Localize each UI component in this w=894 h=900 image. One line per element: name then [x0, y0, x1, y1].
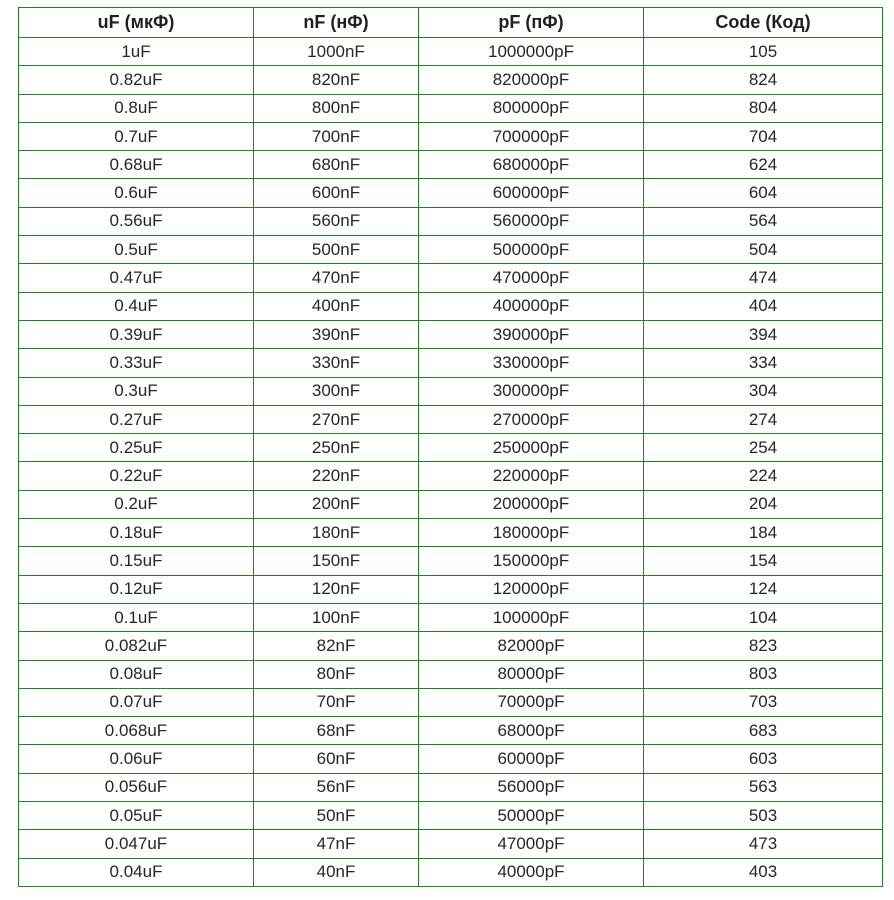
cell-pf: 560000pF [419, 207, 644, 235]
table-row [19, 547, 883, 575]
cell-uf: 0.12uF [19, 575, 254, 603]
table-row [19, 66, 883, 94]
cell-code: 404 [644, 292, 883, 320]
cell-uf: 0.1uF [19, 603, 254, 631]
table-row [19, 660, 883, 688]
table-row [19, 632, 883, 660]
cell-pf: 120000pF [419, 575, 644, 603]
cell-uf: 0.47uF [19, 264, 254, 292]
table-row [19, 434, 883, 462]
cell-nf: 700nF [254, 122, 419, 150]
cell-pf: 390000pF [419, 320, 644, 348]
cell-pf: 220000pF [419, 462, 644, 490]
table-row [19, 264, 883, 292]
cell-code: 503 [644, 802, 883, 830]
cell-nf: 200nF [254, 490, 419, 518]
cell-nf: 250nF [254, 434, 419, 462]
cell-nf: 56nF [254, 773, 419, 801]
cell-uf: 0.6uF [19, 179, 254, 207]
cell-uf: 0.8uF [19, 94, 254, 122]
table-row [19, 717, 883, 745]
cell-pf: 1000000pF [419, 38, 644, 66]
cell-code: 304 [644, 377, 883, 405]
cell-pf: 150000pF [419, 547, 644, 575]
cell-uf: 0.047uF [19, 830, 254, 858]
cell-pf: 100000pF [419, 603, 644, 631]
cell-pf: 180000pF [419, 519, 644, 547]
cell-uf: 0.18uF [19, 519, 254, 547]
cell-pf: 250000pF [419, 434, 644, 462]
cell-code: 473 [644, 830, 883, 858]
table-row [19, 462, 883, 490]
table-row [19, 575, 883, 603]
cell-pf: 680000pF [419, 151, 644, 179]
cell-uf: 0.07uF [19, 688, 254, 716]
cell-code: 624 [644, 151, 883, 179]
cell-code: 254 [644, 434, 883, 462]
cell-code: 204 [644, 490, 883, 518]
table-row [19, 349, 883, 377]
cell-uf: 0.2uF [19, 490, 254, 518]
cell-nf: 120nF [254, 575, 419, 603]
cell-pf: 80000pF [419, 660, 644, 688]
cell-nf: 70nF [254, 688, 419, 716]
table-row [19, 830, 883, 858]
table-row [19, 603, 883, 631]
cell-nf: 820nF [254, 66, 419, 94]
cell-uf: 0.06uF [19, 745, 254, 773]
cell-uf: 0.5uF [19, 236, 254, 264]
cell-code: 603 [644, 745, 883, 773]
cell-pf: 470000pF [419, 264, 644, 292]
table-row [19, 292, 883, 320]
table-row [19, 802, 883, 830]
cell-nf: 180nF [254, 519, 419, 547]
cell-code: 224 [644, 462, 883, 490]
table-row [19, 179, 883, 207]
cell-pf: 60000pF [419, 745, 644, 773]
cell-nf: 680nF [254, 151, 419, 179]
header-pf: pF (пФ) [419, 8, 644, 38]
cell-pf: 820000pF [419, 66, 644, 94]
table-row [19, 745, 883, 773]
cell-uf: 0.15uF [19, 547, 254, 575]
cell-pf: 270000pF [419, 405, 644, 433]
cell-code: 104 [644, 603, 883, 631]
cell-uf: 0.33uF [19, 349, 254, 377]
cell-nf: 68nF [254, 717, 419, 745]
cell-pf: 56000pF [419, 773, 644, 801]
cell-uf: 0.4uF [19, 292, 254, 320]
cell-pf: 200000pF [419, 490, 644, 518]
cell-uf: 0.27uF [19, 405, 254, 433]
cell-uf: 0.25uF [19, 434, 254, 462]
table-row [19, 236, 883, 264]
cell-uf: 0.056uF [19, 773, 254, 801]
cell-pf: 300000pF [419, 377, 644, 405]
cell-code: 703 [644, 688, 883, 716]
cell-nf: 82nF [254, 632, 419, 660]
cell-nf: 330nF [254, 349, 419, 377]
cell-uf: 0.68uF [19, 151, 254, 179]
cell-nf: 1000nF [254, 38, 419, 66]
cell-code: 334 [644, 349, 883, 377]
cell-pf: 50000pF [419, 802, 644, 830]
cell-nf: 40nF [254, 858, 419, 886]
cell-uf: 0.04uF [19, 858, 254, 886]
table-row [19, 405, 883, 433]
cell-nf: 400nF [254, 292, 419, 320]
cell-uf: 0.39uF [19, 320, 254, 348]
cell-code: 105 [644, 38, 883, 66]
cell-nf: 47nF [254, 830, 419, 858]
cell-uf: 0.7uF [19, 122, 254, 150]
cell-uf: 0.082uF [19, 632, 254, 660]
table-row [19, 207, 883, 235]
cell-uf: 0.05uF [19, 802, 254, 830]
cell-code: 704 [644, 122, 883, 150]
header-uf: uF (мкФ) [19, 8, 254, 38]
cell-pf: 500000pF [419, 236, 644, 264]
cell-code: 274 [644, 405, 883, 433]
table-row [19, 490, 883, 518]
cell-pf: 70000pF [419, 688, 644, 716]
cell-uf: 0.22uF [19, 462, 254, 490]
cell-nf: 50nF [254, 802, 419, 830]
header-code: Code (Код) [644, 8, 883, 38]
cell-code: 604 [644, 179, 883, 207]
table-row [19, 38, 883, 66]
table-row [19, 858, 883, 886]
cell-pf: 40000pF [419, 858, 644, 886]
cell-nf: 800nF [254, 94, 419, 122]
table-row [19, 151, 883, 179]
cell-code: 803 [644, 660, 883, 688]
table-body [19, 38, 883, 887]
cell-code: 823 [644, 632, 883, 660]
header-nf: nF (нФ) [254, 8, 419, 38]
cell-nf: 220nF [254, 462, 419, 490]
capacitor-code-table-container [18, 7, 883, 887]
cell-nf: 470nF [254, 264, 419, 292]
cell-code: 474 [644, 264, 883, 292]
cell-uf: 0.08uF [19, 660, 254, 688]
cell-nf: 560nF [254, 207, 419, 235]
table-row [19, 519, 883, 547]
table-row [19, 122, 883, 150]
cell-code: 563 [644, 773, 883, 801]
cell-nf: 390nF [254, 320, 419, 348]
cell-nf: 150nF [254, 547, 419, 575]
cell-pf: 400000pF [419, 292, 644, 320]
cell-pf: 800000pF [419, 94, 644, 122]
cell-code: 504 [644, 236, 883, 264]
cell-pf: 47000pF [419, 830, 644, 858]
cell-uf: 0.56uF [19, 207, 254, 235]
cell-code: 154 [644, 547, 883, 575]
cell-nf: 300nF [254, 377, 419, 405]
cell-nf: 80nF [254, 660, 419, 688]
cell-pf: 600000pF [419, 179, 644, 207]
table-row [19, 377, 883, 405]
cell-code: 124 [644, 575, 883, 603]
table-row [19, 773, 883, 801]
cell-nf: 600nF [254, 179, 419, 207]
cell-code: 564 [644, 207, 883, 235]
cell-uf: 0.82uF [19, 66, 254, 94]
table-row [19, 94, 883, 122]
cell-nf: 100nF [254, 603, 419, 631]
cell-pf: 700000pF [419, 122, 644, 150]
cell-code: 403 [644, 858, 883, 886]
cell-nf: 60nF [254, 745, 419, 773]
table-row [19, 320, 883, 348]
cell-code: 824 [644, 66, 883, 94]
cell-code: 804 [644, 94, 883, 122]
cell-code: 184 [644, 519, 883, 547]
cell-uf: 1uF [19, 38, 254, 66]
cell-uf: 0.3uF [19, 377, 254, 405]
cell-nf: 270nF [254, 405, 419, 433]
cell-pf: 68000pF [419, 717, 644, 745]
cell-pf: 330000pF [419, 349, 644, 377]
cell-code: 394 [644, 320, 883, 348]
cell-code: 683 [644, 717, 883, 745]
table-header-row [19, 8, 883, 38]
table-row [19, 688, 883, 716]
cell-nf: 500nF [254, 236, 419, 264]
cell-uf: 0.068uF [19, 717, 254, 745]
capacitor-code-table [18, 7, 883, 887]
cell-pf: 82000pF [419, 632, 644, 660]
